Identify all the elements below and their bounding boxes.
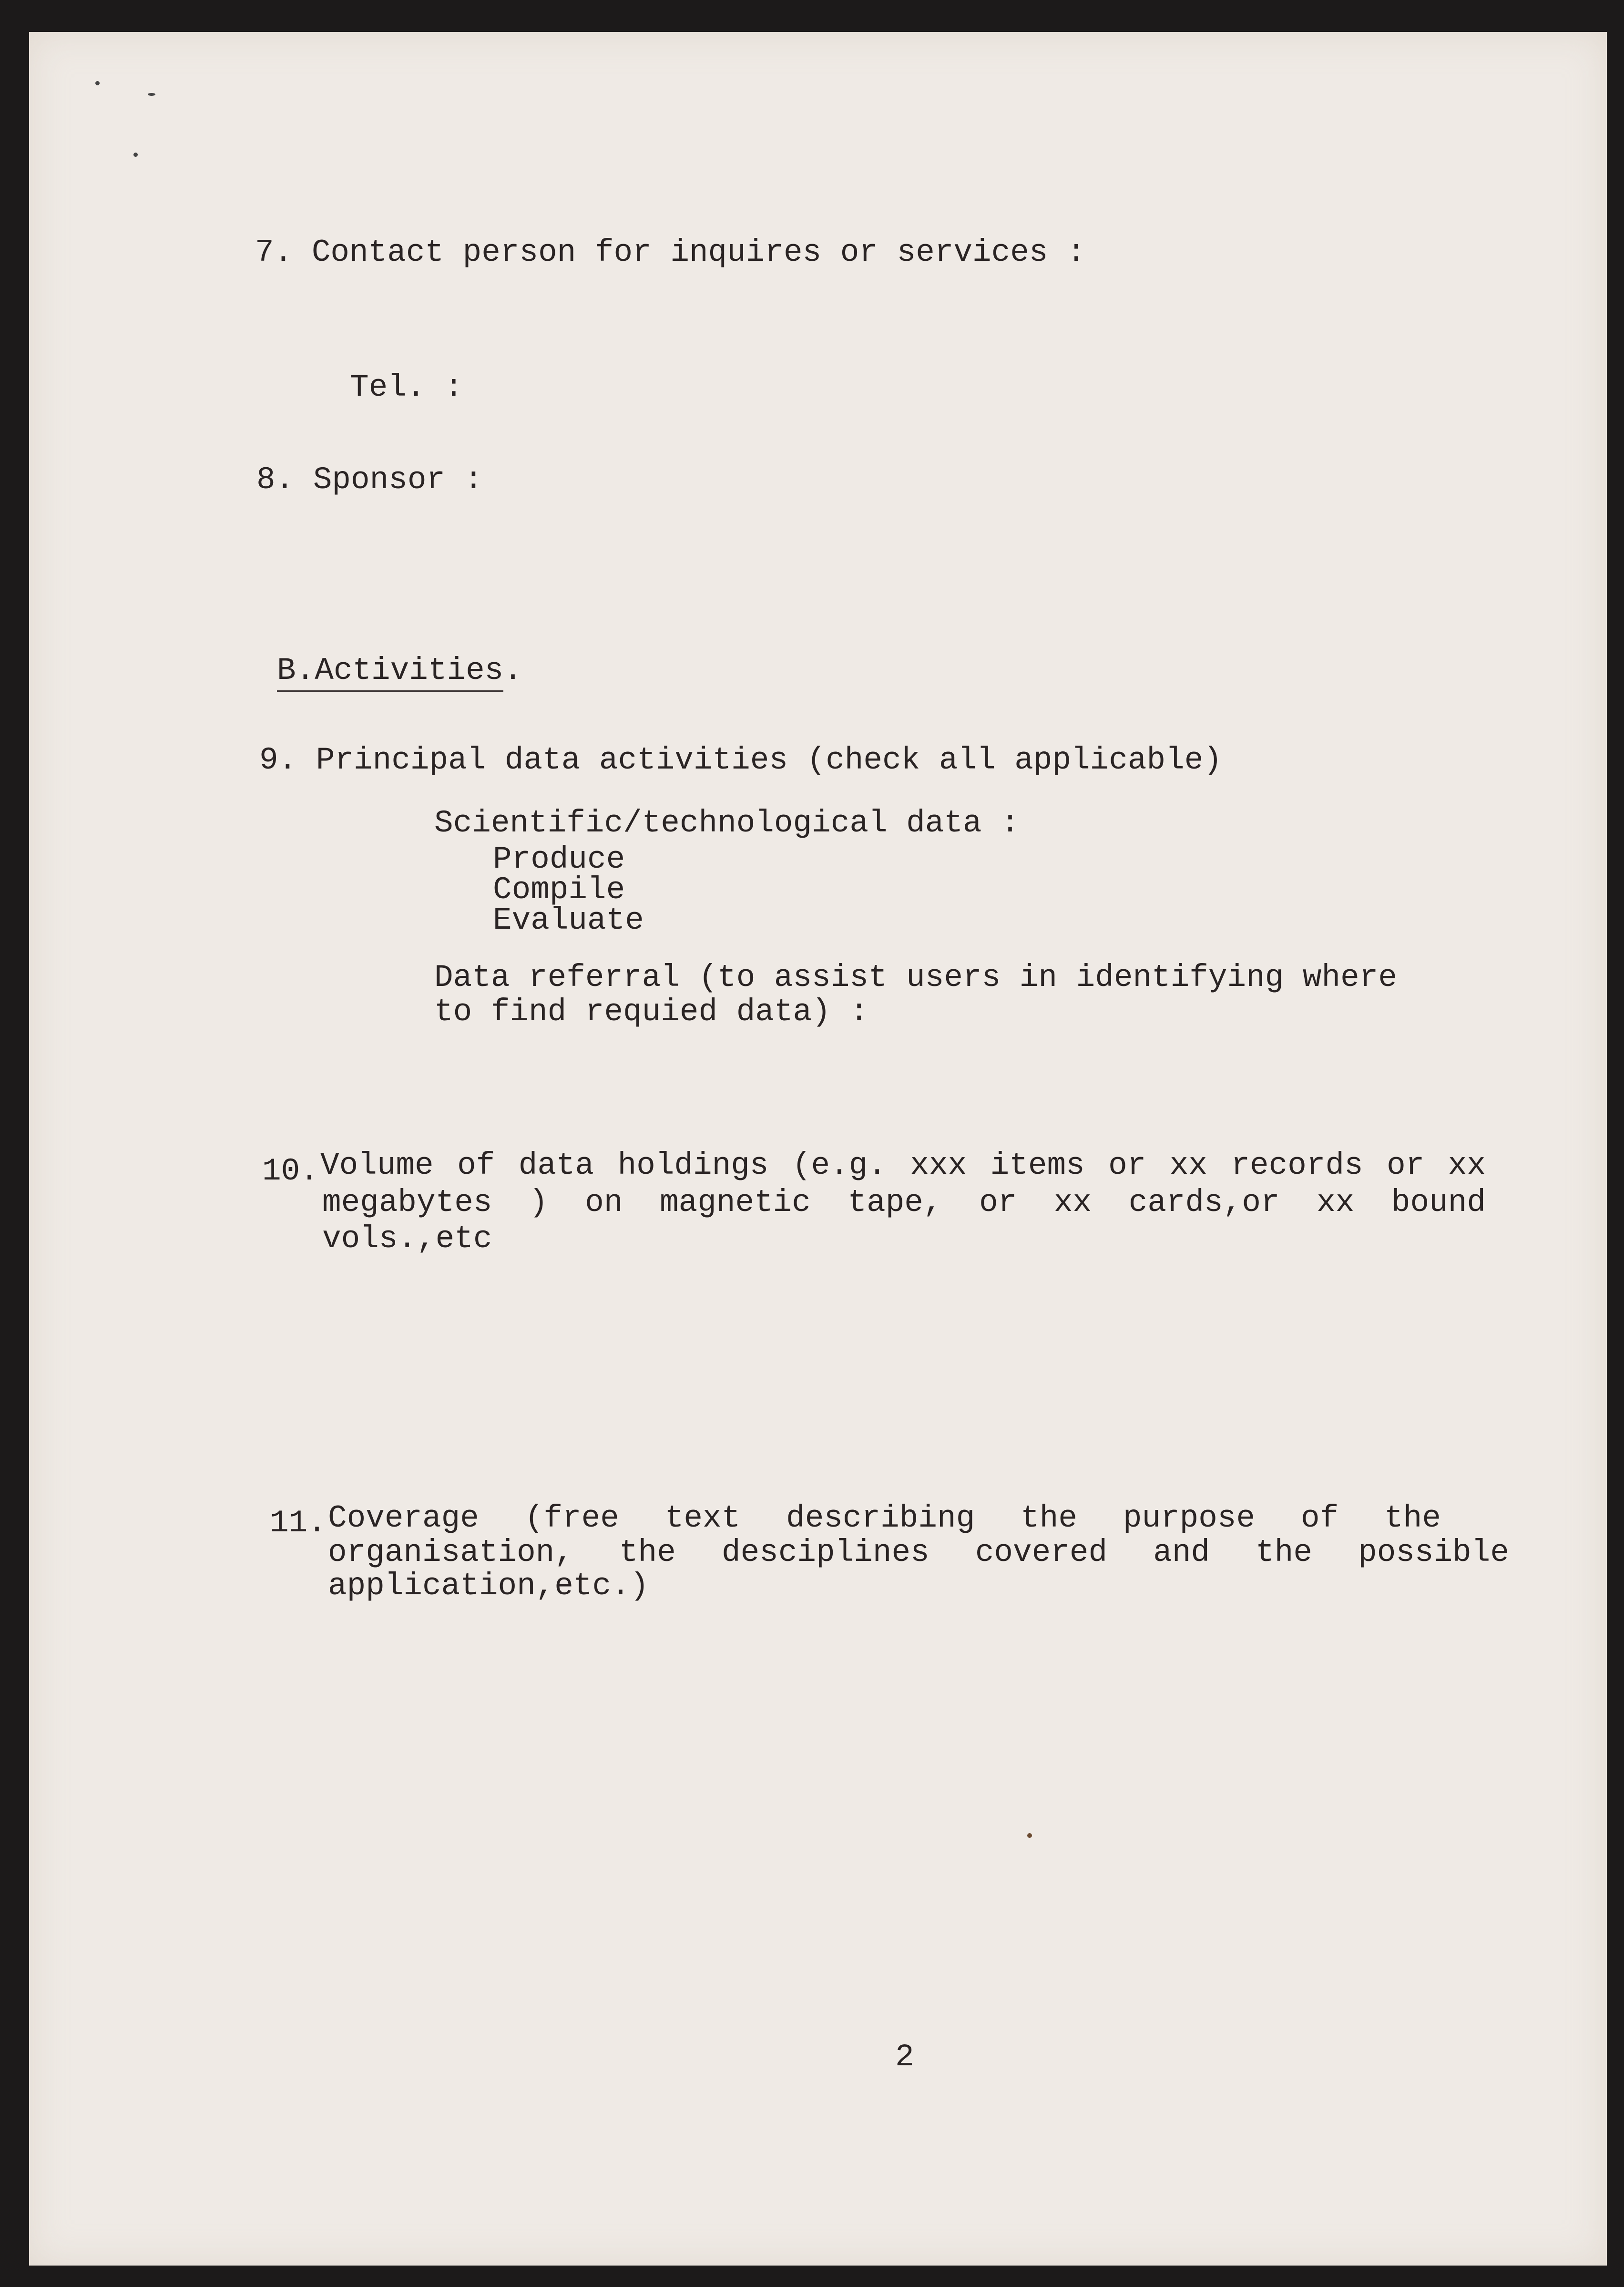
- question-10-number: 10.: [262, 1153, 319, 1189]
- question-10-line: megabytes ) on magnetic tape, or xx cards,or xx bound: [322, 1185, 1486, 1220]
- scan-speck: [133, 153, 138, 157]
- section-b-title: B.Activities: [277, 653, 503, 692]
- telephone-label: Tel. :: [350, 369, 463, 405]
- scan-speck: [148, 93, 155, 96]
- question-7-label: 7. Contact person for inquires or services :: [255, 235, 1086, 270]
- data-referral-line: to find requied data) :: [434, 994, 868, 1030]
- scan-speck: [1027, 1833, 1032, 1838]
- question-11-line: Coverage (free text describing the purpose of the: [328, 1500, 1441, 1536]
- question-8-label: 8. Sponsor :: [256, 462, 483, 498]
- option-produce: Produce: [493, 841, 625, 877]
- scan-speck: [95, 81, 100, 85]
- question-10-line: Volume of data holdings (e.g. xxx items or xx records or xx: [320, 1148, 1486, 1183]
- section-b-heading: [277, 654, 522, 687]
- question-11-line: organisation, the desciplines covered and the possible: [328, 1535, 1509, 1570]
- scientific-data-heading: Scientific/technological data :: [434, 805, 1020, 841]
- question-11-line: application,etc.): [328, 1568, 649, 1604]
- option-compile: Compile: [493, 872, 625, 908]
- option-evaluate: Evaluate: [493, 902, 644, 938]
- question-11-number: 11.: [270, 1505, 327, 1541]
- data-referral-line: Data referral (to assist users in identifying where: [434, 960, 1397, 995]
- section-b-punct: .: [503, 653, 522, 688]
- page-number: 2: [895, 2039, 914, 2075]
- question-9-label: 9. Principal data activities (check all applicable): [259, 742, 1222, 778]
- question-10-line: vols.,etc: [322, 1221, 492, 1257]
